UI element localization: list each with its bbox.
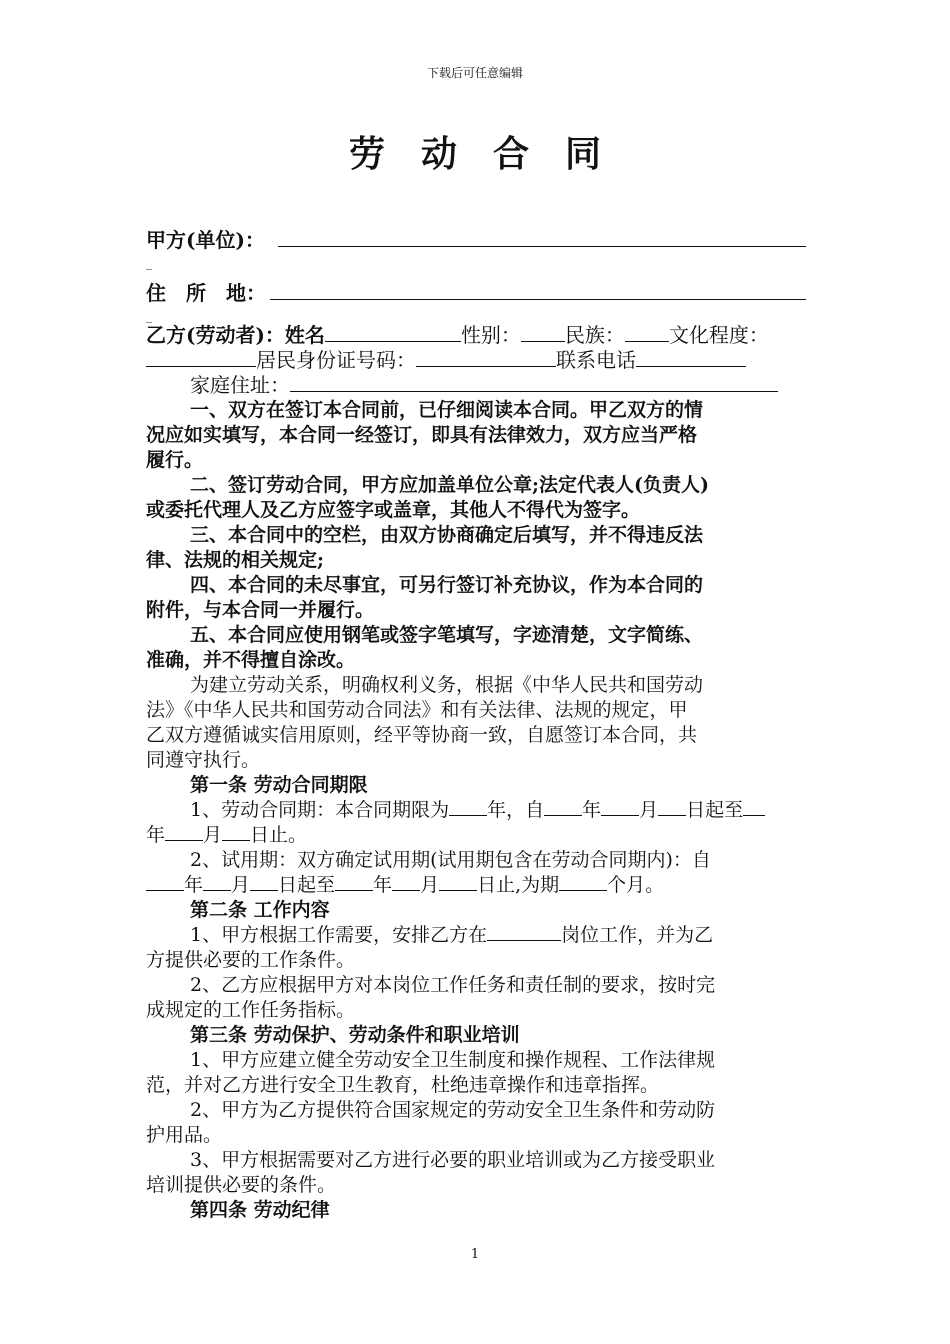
party-b-label: 乙方(劳动者)：姓名 <box>146 323 325 347</box>
article-3-p2-line-2: 护用品。 <box>146 1124 223 1146</box>
id-number-field[interactable] <box>416 349 556 367</box>
article-3-p1-line-1: 1、甲方应建立健全劳动安全卫生制度和操作规程、工作法律规 <box>190 1049 716 1071</box>
term-years-field[interactable] <box>449 798 487 816</box>
article-3-p3-line-1: 3、甲方根据需要对乙方进行必要的职业培训或为乙方接受职业 <box>190 1149 716 1171</box>
note-5-line-1: 五、本合同应使用钢笔或签字笔填写，字迹清楚，文字简练、 <box>190 624 704 646</box>
address-field[interactable] <box>270 299 806 300</box>
preamble-line-3: 乙双方遵循诚实信用原则，经平等协商一致，自愿签订本合同，共 <box>146 724 698 746</box>
ethnicity-label: 民族： <box>564 323 625 347</box>
home-line <box>146 373 806 398</box>
article-1-p2-line-2 <box>146 873 806 898</box>
preamble-line-2: 法》《中华人民共和国劳动合同法》和有关法律、法规的规定，甲 <box>146 699 688 721</box>
probation-start-month-field[interactable] <box>203 873 231 891</box>
text-span: 1、劳动合同期：本合同期限为 <box>190 799 450 821</box>
text-span: 月 <box>203 824 223 846</box>
text-span: 1、甲方根据工作需要，安排乙方在 <box>190 924 488 946</box>
article-2-heading: 第二条 工作内容 <box>190 899 330 921</box>
text-span: 日起至 <box>686 799 744 821</box>
party-a-stub: _ <box>146 256 152 270</box>
note-3-line-1: 三、本合同中的空栏，由双方协商确定后填写，并不得违反法 <box>190 524 704 546</box>
note-1-line-2: 况应如实填写，本合同一经签订，即具有法律效力，双方应当严格 <box>146 424 698 446</box>
id-line <box>146 348 806 373</box>
note-1-line-1: 一、双方在签订本合同前，已仔细阅读本合同。甲乙双方的情 <box>190 399 704 421</box>
address-stub: _ <box>146 309 152 323</box>
article-2-p1-line-2: 方提供必要的工作条件。 <box>146 949 356 971</box>
page-number: 1 <box>470 1247 480 1262</box>
party-a-label: 甲方(单位)： <box>146 228 265 252</box>
text-span: 个月。 <box>607 874 665 896</box>
address-label: 住 所 地： <box>146 281 266 305</box>
party-a-field[interactable] <box>278 246 806 247</box>
article-1-p1-line-1 <box>146 798 806 823</box>
id-number-label: 居民身份证号码： <box>256 348 416 372</box>
preamble-line-1: 为建立劳动关系，明确权利义务，根据《中华人民共和国劳动 <box>190 674 704 696</box>
article-3-p2-line-1: 2、甲方为乙方提供符合国家规定的劳动安全卫生条件和劳动防 <box>190 1099 716 1121</box>
text-span: 年，自 <box>487 799 545 821</box>
text-span: 年 <box>582 799 602 821</box>
text-span: 日止,为期 <box>477 874 560 896</box>
text-span: 月 <box>420 874 440 896</box>
start-year-field[interactable] <box>544 798 582 816</box>
article-2-p1-line-1 <box>146 923 806 948</box>
note-4-line-1: 四、本合同的未尽事宜，可另行签订补充协议，作为本合同的 <box>190 574 704 596</box>
gender-field[interactable] <box>521 324 565 342</box>
text-span: 月 <box>639 799 659 821</box>
page-title: 劳动合同 <box>348 133 637 175</box>
article-3-p3-line-2: 培训提供必要的条件。 <box>146 1174 337 1196</box>
article-2-p2-line-2: 成规定的工作任务指标。 <box>146 999 356 1021</box>
probation-end-year-field[interactable] <box>335 873 373 891</box>
party-b-line <box>146 323 806 348</box>
text-span: 年 <box>184 874 204 896</box>
header-note: 下载后可任意编辑 <box>426 66 523 80</box>
text-span: 岗位工作，并为乙 <box>561 924 714 946</box>
article-3-heading: 第三条 劳动保护、劳动条件和职业培训 <box>190 1024 520 1046</box>
text-span: 月 <box>231 874 251 896</box>
phone-label: 联系电话 <box>556 348 636 372</box>
contract-body <box>146 673 806 1223</box>
name-field[interactable] <box>325 324 461 342</box>
article-1-heading: 第一条 劳动合同期限 <box>190 774 368 796</box>
preamble-line-4: 同遵守执行。 <box>146 749 261 771</box>
start-month-field[interactable] <box>601 798 639 816</box>
article-1-p2-line-1: 2、试用期：双方确定试用期(试用期包含在劳动合同期内)：自 <box>190 849 711 871</box>
note-4-line-2: 附件，与本合同一并履行。 <box>146 599 375 621</box>
note-2-line-2: 或委托代理人及乙方应签字或盖章，其他人不得代为签字。 <box>146 499 641 521</box>
probation-start-day-field[interactable] <box>250 873 278 891</box>
article-3-p1-line-2: 范，并对乙方进行安全卫生教育，杜绝违章操作和违章指挥。 <box>146 1074 660 1096</box>
gender-label: 性别： <box>460 323 521 347</box>
notes-section <box>146 398 806 673</box>
position-field[interactable] <box>487 923 561 941</box>
article-4-heading: 第四条 劳动纪律 <box>190 1199 330 1221</box>
note-1-line-3: 履行。 <box>146 449 204 471</box>
note-3-line-2: 律、法规的相关规定; <box>146 549 325 571</box>
probation-end-day-field[interactable] <box>439 873 477 891</box>
ethnicity-field[interactable] <box>625 324 669 342</box>
probation-start-year-field[interactable] <box>146 873 184 891</box>
text-span: 日起至 <box>278 874 336 896</box>
education-label: 文化程度： <box>668 323 769 347</box>
probation-end-month-field[interactable] <box>392 873 420 891</box>
end-year-field-a[interactable] <box>743 798 765 816</box>
note-2-line-1: 二、签订劳动合同，甲方应加盖单位公章;法定代表人(负责人) <box>190 474 709 496</box>
end-month-field[interactable] <box>165 823 203 841</box>
home-address-field[interactable] <box>290 374 778 392</box>
note-5-line-2: 准确，并不得擅自涂改。 <box>146 649 356 671</box>
education-field[interactable] <box>146 349 256 367</box>
article-1-p1-line-2 <box>146 823 806 848</box>
text-span: 日止。 <box>250 824 308 846</box>
text-span: 年 <box>373 874 393 896</box>
article-2-p2-line-1: 2、乙方应根据甲方对本岗位工作任务和责任制的要求，按时完 <box>190 974 716 996</box>
probation-months-field[interactable] <box>559 873 607 891</box>
text-span: 年 <box>146 824 166 846</box>
phone-field[interactable] <box>636 349 746 367</box>
end-day-field[interactable] <box>222 823 250 841</box>
start-day-field[interactable] <box>658 798 686 816</box>
home-address-label: 家庭住址： <box>190 373 290 397</box>
